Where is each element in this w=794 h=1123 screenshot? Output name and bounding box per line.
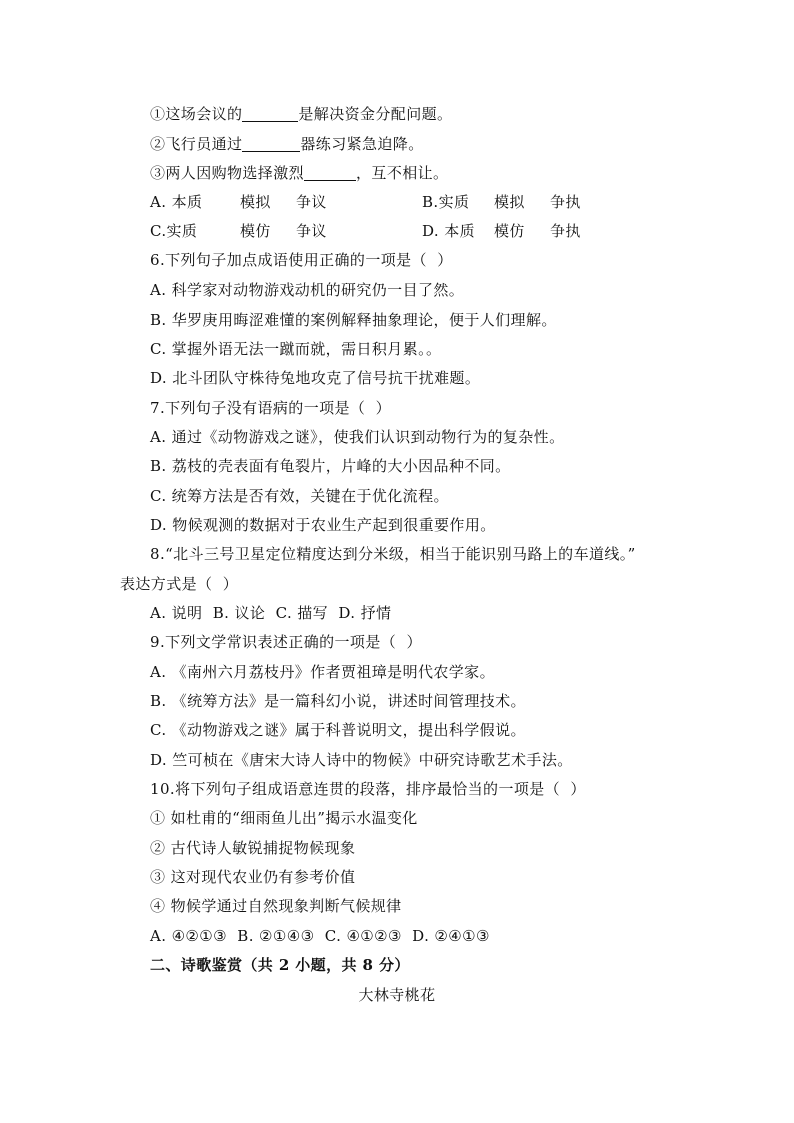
q8-options: A. 说明 B. 议论 C. 描写 D. 抒情 bbox=[150, 604, 392, 622]
q5-option-a-3: 争议 bbox=[296, 193, 327, 211]
q5-sentence-2-end: 器练习紧急迫降。 bbox=[300, 135, 424, 153]
q5-option-b-3: 争执 bbox=[550, 193, 581, 211]
q8-stem-line-2: 表达方式是（ ） bbox=[120, 575, 239, 593]
q7-stem: 7.下列句子没有语病的一项是（ ） bbox=[150, 399, 392, 417]
q5-blank-3 bbox=[304, 164, 356, 181]
q6-option-a: A. 科学家对动物游戏动机的研究仍一目了然。 bbox=[150, 281, 465, 299]
q5-option-a-1: A. 本质 bbox=[150, 193, 203, 211]
q5-sentence-1 bbox=[0, 102, 794, 126]
q6-option-c: C. 掌握外语无法一蹴而就，需日积月累。。 bbox=[150, 340, 442, 358]
q5-sentence-1-start: ①这场会议的 bbox=[150, 105, 243, 123]
q5-sentence-1-end: 是解决资金分配问题。 bbox=[298, 105, 453, 123]
q5-option-c-3: 争议 bbox=[296, 222, 327, 240]
q5-sentence-3-start: ③两人因购物选择激烈 bbox=[150, 164, 305, 182]
q6-option-b: B. 华罗庚用晦涩难懂的案例解释抽象理论，便于人们理解。 bbox=[150, 311, 557, 329]
poem-title: 大林寺桃花 bbox=[358, 986, 436, 1004]
q10-stem: 10.将下列句子组成语意连贯的段落，排序最恰当的一项是（ ） bbox=[150, 780, 586, 798]
q5-option-c-2: 模仿 bbox=[240, 222, 271, 240]
q9-option-a: A. 《南州六月荔枝丹》作者贾祖璋是明代农学家。 bbox=[150, 663, 495, 681]
q7-option-b: B. 荔枝的壳表面有龟裂片，片峰的大小因品种不同。 bbox=[150, 457, 511, 475]
q5-sentence-3 bbox=[0, 161, 794, 185]
q5-options-row-1 bbox=[0, 190, 794, 214]
q9-option-b: B. 《统筹方法》是一篇科幻小说，讲述时间管理技术。 bbox=[150, 692, 526, 710]
q9-option-c: C. 《动物游戏之谜》属于科普说明文，提出科学假说。 bbox=[150, 721, 526, 739]
q5-sentence-2-start: ②飞行员通过 bbox=[150, 135, 243, 153]
q5-option-d-2: 模仿 bbox=[494, 222, 525, 240]
q5-option-b-1: B.实质 bbox=[422, 193, 470, 211]
section-heading: 二、诗歌鉴赏（共 2 小题，共 8 分） bbox=[150, 956, 410, 974]
q5-blank-2 bbox=[242, 135, 300, 152]
q7-option-a: A. 通过《动物游戏之谜》，使我们认识到动物行为的复杂性。 bbox=[150, 428, 565, 446]
q10-sentence-4: ④ 物候学通过自然现象判断气候规律 bbox=[150, 897, 402, 915]
q6-stem: 6.下列句子加点成语使用正确的一项是（ ） bbox=[150, 251, 453, 269]
q10-options: A. ④②①③ B. ②①④③ C. ④①②③ D. ②④①③ bbox=[150, 927, 490, 945]
q5-options-row-2 bbox=[0, 219, 794, 243]
q10-sentence-1: ① 如杜甫的“细雨鱼儿出”揭示水温变化 bbox=[150, 809, 418, 827]
q5-option-a-2: 模拟 bbox=[240, 193, 271, 211]
q7-option-c: C. 统筹方法是否有效，关键在于优化流程。 bbox=[150, 487, 449, 505]
q6-option-d: D. 北斗团队守株待兔地攻克了信号抗干扰难题。 bbox=[150, 369, 481, 387]
q5-option-b-2: 模拟 bbox=[494, 193, 525, 211]
q5-sentence-2 bbox=[0, 132, 794, 156]
q5-sentence-3-end: ，互不相让。 bbox=[356, 164, 449, 182]
q10-sentence-2: ② 古代诗人敏锐捕捉物候现象 bbox=[150, 839, 356, 857]
q5-blank-1 bbox=[242, 105, 298, 122]
q9-stem: 9.下列文学常识表述正确的一项是（ ） bbox=[150, 633, 422, 651]
q5-option-d-3: 争执 bbox=[550, 222, 581, 240]
q5-option-d-1: D. 本质 bbox=[422, 222, 476, 240]
q5-option-c-1: C.实质 bbox=[150, 222, 198, 240]
q7-option-d: D. 物候观测的数据对于农业生产起到很重要作用。 bbox=[150, 516, 496, 534]
q8-stem-line-1: 8.“北斗三号卫星定位精度达到分米级，相当于能识别马路上的车道线。” bbox=[150, 545, 636, 563]
q10-sentence-3: ③ 这对现代农业仍有参考价值 bbox=[150, 868, 356, 886]
q9-option-d: D. 竺可桢在《唐宋大诗人诗中的物候》中研究诗歌艺术手法。 bbox=[150, 751, 573, 769]
